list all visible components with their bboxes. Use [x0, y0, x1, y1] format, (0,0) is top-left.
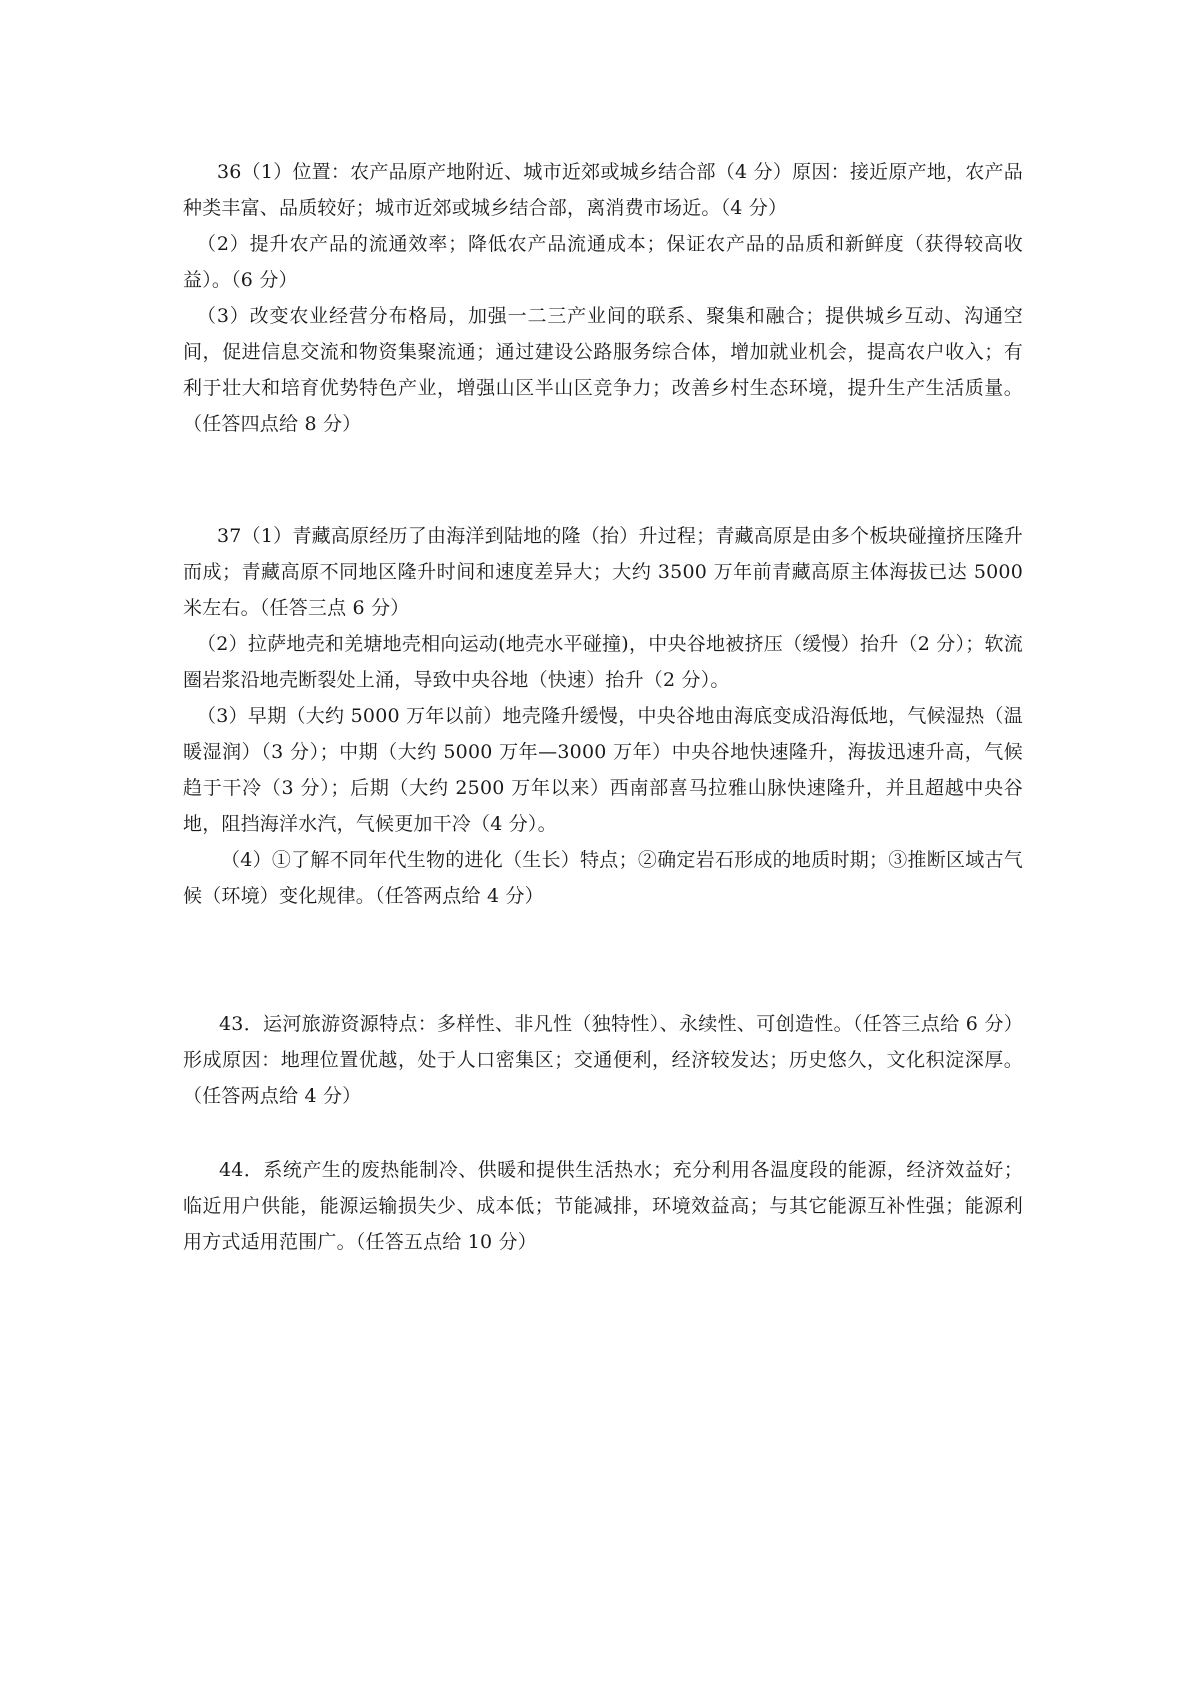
answer-36-part-3: （3）改变农业经营分布格局，加强一二三产业间的联系、聚集和融合；提供城乡互动、沟通空间，促进信息交流和物资集聚流通；通过建设公路服务综合体，增加就业机会，提高农户收入；有利于壮大和培育优势特色产业，增强山区半山区竞争力；改善乡村生态环境，提升生产生活质量。（任答四点给 8 分）: [183, 305, 1023, 435]
answer-37: [183, 518, 1023, 914]
answer-36-part-1: 36（1）位置：农产品原产地附近、城市近郊或城乡结合部（4 分）原因：接近原产地，农产品种类丰富、品质较好；城市近郊或城乡结合部，离消费市场近。（4 分）: [183, 161, 1023, 219]
answer-44: [183, 1152, 1023, 1260]
answer-43-text: 43．运河旅游资源特点：多样性、非凡性（独特性）、永续性、可创造性。（任答三点给 6 分）形成原因：地理位置优越，处于人口密集区；交通便利，经济较发达；历史悠久，文化积淀深厚。（任答两点给 4 分）: [183, 1013, 1023, 1107]
answer-37-part-3: （3）早期（大约 5000 万年以前）地壳隆升缓慢，中央谷地由海底变成沿海低地，气候湿热（温暖湿润）（3 分）；中期（大约 5000 万年—3000 万年）中央谷地快速隆升，海拔迅速升高，气候趋于干冷（3 分）；后期（大约 2500 万年以来）西南部喜马拉雅山脉快速隆升，并且超越中央谷地，阻挡海洋水汽，气候更加干冷（4 分）。: [183, 705, 1023, 835]
answer-37-part-1: 37（1）青藏高原经历了由海洋到陆地的隆（抬）升过程；青藏高原是由多个板块碰撞挤压隆升而成；青藏高原不同地区隆升时间和速度差异大；大约 3500 万年前青藏高原主体海拔已达 5000 米左右。（任答三点 6 分）: [183, 525, 1023, 619]
answer-36: [183, 154, 1023, 442]
answer-44-text: 44．系统产生的废热能制冷、供暖和提供生活热水；充分利用各温度段的能源，经济效益好；临近用户供能，能源运输损失少、成本低；节能减排，环境效益高；与其它能源互补性强；能源利用方式适用范围广。（任答五点给 10 分）: [183, 1159, 1023, 1253]
answer-43: [183, 1006, 1023, 1114]
answer-37-part-2: （2）拉萨地壳和羌塘地壳相向运动(地壳水平碰撞)，中央谷地被挤压（缓慢）抬升（2 分）；软流圈岩浆沿地壳断裂处上涌，导致中央谷地（快速）抬升（2 分）。: [183, 633, 1023, 691]
answer-36-part-2: （2）提升农产品的流通效率；降低农产品流通成本；保证农产品的品质和新鲜度（获得较高收益）。（6 分）: [183, 233, 1023, 291]
answer-37-part-4: （4）①了解不同年代生物的进化（生长）特点；②确定岩石形成的地质时期；③推断区域古气候（环境）变化规律。（任答两点给 4 分）: [183, 849, 1023, 907]
